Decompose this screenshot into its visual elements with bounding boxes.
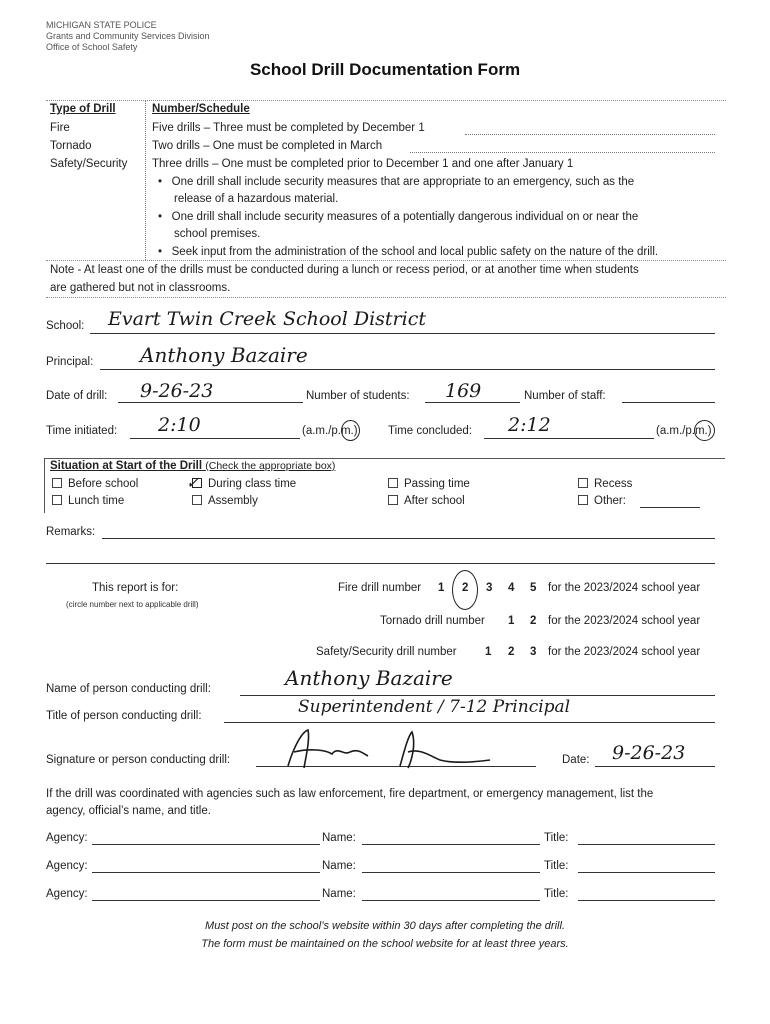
security-year-text: for the 2023/2024 school year bbox=[548, 646, 701, 658]
agency-input-2[interactable] bbox=[92, 872, 320, 873]
option-passing-time[interactable]: Passing time bbox=[388, 478, 470, 490]
footer-line-1: Must post on the school’s website within 30 days after completing the drill. bbox=[205, 920, 565, 932]
security-number-1[interactable]: 1 bbox=[485, 646, 492, 658]
remarks-label: Remarks: bbox=[46, 526, 96, 538]
agency-name-label-2: Name: bbox=[322, 860, 356, 872]
checkbox-other[interactable] bbox=[578, 495, 588, 505]
checkbox-passing-time[interactable] bbox=[388, 478, 398, 488]
agency-label-3: Agency: bbox=[46, 888, 88, 900]
footer-line-2: The form must be maintained on the school website for at least three years. bbox=[201, 938, 569, 950]
report-for-label: This report is for: bbox=[92, 582, 179, 594]
agency-input-1[interactable] bbox=[92, 844, 320, 845]
tornado-drill-number-label: Tornado drill number bbox=[380, 615, 485, 627]
checkbox-after-school[interactable] bbox=[388, 495, 398, 505]
agency-title-label-1: Title: bbox=[544, 832, 569, 844]
signature-date-label: Date: bbox=[562, 754, 590, 766]
bullet-item-2-cont: school premises. bbox=[174, 228, 261, 240]
fire-number-circle-mark bbox=[452, 570, 478, 610]
signature-date-line bbox=[595, 766, 715, 767]
remarks-line-2[interactable] bbox=[46, 563, 715, 564]
coordination-text-1: If the drill was coordinated with agencies such as law enforcement, fire department, or emergency management, list the bbox=[46, 788, 654, 800]
option-during-class-time[interactable]: During class time bbox=[192, 478, 296, 490]
pm-circle-mark-1 bbox=[341, 420, 360, 441]
agency-input-3[interactable] bbox=[92, 900, 320, 901]
bullet-item-1-cont: release of a hazardous material. bbox=[174, 193, 339, 205]
principal-line bbox=[100, 369, 715, 370]
fire-number-5[interactable]: 5 bbox=[530, 582, 537, 594]
security-drill-number-label: Safety/Security drill number bbox=[316, 646, 457, 658]
note-line-2: are gathered but not in classrooms. bbox=[50, 282, 231, 294]
signature-date-value[interactable]: 9-26-23 bbox=[612, 742, 686, 764]
checkbox-assembly[interactable] bbox=[192, 495, 202, 505]
checkbox-recess[interactable] bbox=[578, 478, 588, 488]
school-value[interactable]: Evart Twin Creek School District bbox=[108, 308, 426, 330]
title-person-label: Title of person conducting drill: bbox=[46, 710, 202, 722]
fire-number-4[interactable]: 4 bbox=[508, 582, 515, 594]
name-person-value[interactable]: Anthony Bazaire bbox=[285, 666, 453, 690]
agency-label-2: Agency: bbox=[46, 860, 88, 872]
fire-year-text: for the 2023/2024 school year bbox=[548, 582, 701, 594]
drill-schedule-fire: Five drills – Three must be completed by December 1 bbox=[152, 122, 425, 134]
title-person-line bbox=[224, 722, 715, 723]
bullet-item-2: • One drill shall include security measures of a potentially dangerous individual on or near the bbox=[158, 211, 639, 223]
drill-schedule-tornado: Two drills – One must be completed in March bbox=[152, 140, 383, 152]
agency-name-input-2[interactable] bbox=[362, 872, 540, 873]
time-initiated-label: Time initiated: bbox=[46, 425, 118, 437]
staff-label: Number of staff: bbox=[524, 390, 606, 402]
note-line-1: Note - At least one of the drills must be conducted during a lunch or recess period, or at another time when students bbox=[50, 264, 639, 276]
time-concluded-label: Time concluded: bbox=[388, 425, 472, 437]
drill-type-tornado: Tornado bbox=[50, 140, 92, 152]
agency-line-3: Office of School Safety bbox=[46, 42, 138, 52]
situation-header: Situation at Start of the Drill (Check the appropriate box) bbox=[50, 460, 336, 472]
principal-label: Principal: bbox=[46, 356, 94, 368]
students-label: Number of students: bbox=[306, 390, 410, 402]
principal-value[interactable]: Anthony Bazaire bbox=[140, 343, 308, 367]
ampm-selector-2[interactable]: (a.m./p.m.) bbox=[656, 425, 712, 437]
tornado-year-text: for the 2023/2024 school year bbox=[548, 615, 701, 627]
school-line bbox=[90, 333, 715, 334]
agency-name-label-3: Name: bbox=[322, 888, 356, 900]
agency-title-input-1[interactable] bbox=[578, 844, 715, 845]
ampm-selector-1[interactable]: (a.m./p.m.) bbox=[302, 425, 358, 437]
signature-label: Signature or person conducting drill: bbox=[46, 754, 231, 766]
coordination-text-2: agency, official’s name, and title. bbox=[46, 805, 211, 817]
option-other[interactable]: Other: bbox=[578, 495, 626, 507]
title-person-value[interactable]: Superintendent / 7-12 Principal bbox=[298, 697, 571, 717]
students-value[interactable]: 169 bbox=[445, 380, 482, 402]
option-lunch-time[interactable]: Lunch time bbox=[52, 495, 124, 507]
agency-title-label-3: Title: bbox=[544, 888, 569, 900]
page-title: School Drill Documentation Form bbox=[249, 60, 521, 79]
other-line[interactable] bbox=[640, 507, 700, 508]
agency-name-input-3[interactable] bbox=[362, 900, 540, 901]
number-schedule-header: Number/Schedule bbox=[152, 103, 250, 115]
checkbox-lunch-time[interactable] bbox=[52, 495, 62, 505]
fire-number-2[interactable]: 2 bbox=[462, 582, 469, 594]
staff-line[interactable] bbox=[622, 402, 715, 403]
agency-title-label-2: Title: bbox=[544, 860, 569, 872]
option-before-school[interactable]: Before school bbox=[52, 478, 138, 490]
students-line bbox=[425, 402, 520, 403]
fire-number-1[interactable]: 1 bbox=[438, 582, 445, 594]
remarks-line-1[interactable] bbox=[102, 538, 715, 539]
check-mark-during-class: ✓ bbox=[186, 473, 200, 492]
fire-number-3[interactable]: 3 bbox=[486, 582, 493, 594]
school-label: School: bbox=[46, 320, 85, 332]
agency-line-1: MICHIGAN STATE POLICE bbox=[46, 20, 157, 30]
tornado-number-2[interactable]: 2 bbox=[530, 615, 537, 627]
tornado-number-1[interactable]: 1 bbox=[508, 615, 515, 627]
time-initiated-line bbox=[130, 438, 300, 439]
date-of-drill-line bbox=[118, 402, 303, 403]
table-column-divider bbox=[145, 100, 146, 260]
name-person-line bbox=[240, 695, 715, 696]
type-of-drill-header: Type of Drill bbox=[50, 103, 116, 115]
security-number-3[interactable]: 3 bbox=[530, 646, 537, 658]
time-initiated-value[interactable]: 2:10 bbox=[158, 414, 201, 436]
agency-title-input-3[interactable] bbox=[578, 900, 715, 901]
report-for-sublabel: (circle number next to applicable drill) bbox=[66, 600, 199, 609]
time-concluded-value[interactable]: 2:12 bbox=[508, 414, 551, 436]
agency-name-input-1[interactable] bbox=[362, 844, 540, 845]
signature-drawing[interactable] bbox=[280, 726, 520, 772]
option-assembly[interactable]: Assembly bbox=[192, 495, 258, 507]
agency-header bbox=[46, 20, 210, 53]
date-of-drill-label: Date of drill: bbox=[46, 390, 108, 402]
table-top-border bbox=[46, 100, 726, 101]
drill-type-fire: Fire bbox=[50, 122, 70, 134]
option-after-school[interactable]: After school bbox=[388, 495, 465, 507]
checkbox-before-school[interactable] bbox=[52, 478, 62, 488]
bullet-item-1: • One drill shall include security measures that are appropriate to an emergency, such as the bbox=[158, 176, 635, 188]
pm-circle-mark-2 bbox=[694, 420, 715, 441]
agency-line-2: Grants and Community Services Division bbox=[46, 31, 210, 41]
bullet-item-3: • Seek input from the administration of the school and local public safety on the nature of the drill. bbox=[158, 246, 659, 258]
option-recess[interactable]: Recess bbox=[578, 478, 632, 490]
table-bottom-border bbox=[46, 297, 726, 298]
drill-type-security: Safety/Security bbox=[50, 158, 128, 170]
date-of-drill-value[interactable]: 9-26-23 bbox=[140, 380, 214, 402]
agency-name-label-1: Name: bbox=[322, 832, 356, 844]
fire-drill-number-label: Fire drill number bbox=[338, 582, 422, 594]
time-concluded-line bbox=[484, 438, 654, 439]
agency-title-input-2[interactable] bbox=[578, 872, 715, 873]
fire-row-line bbox=[465, 134, 715, 135]
table-mid-border bbox=[46, 260, 726, 261]
security-number-2[interactable]: 2 bbox=[508, 646, 515, 658]
name-person-label: Name of person conducting drill: bbox=[46, 683, 211, 695]
tornado-row-line bbox=[410, 152, 715, 153]
agency-label-1: Agency: bbox=[46, 832, 88, 844]
drill-schedule-security: Three drills – One must be completed prior to December 1 and one after January 1 bbox=[152, 158, 574, 170]
